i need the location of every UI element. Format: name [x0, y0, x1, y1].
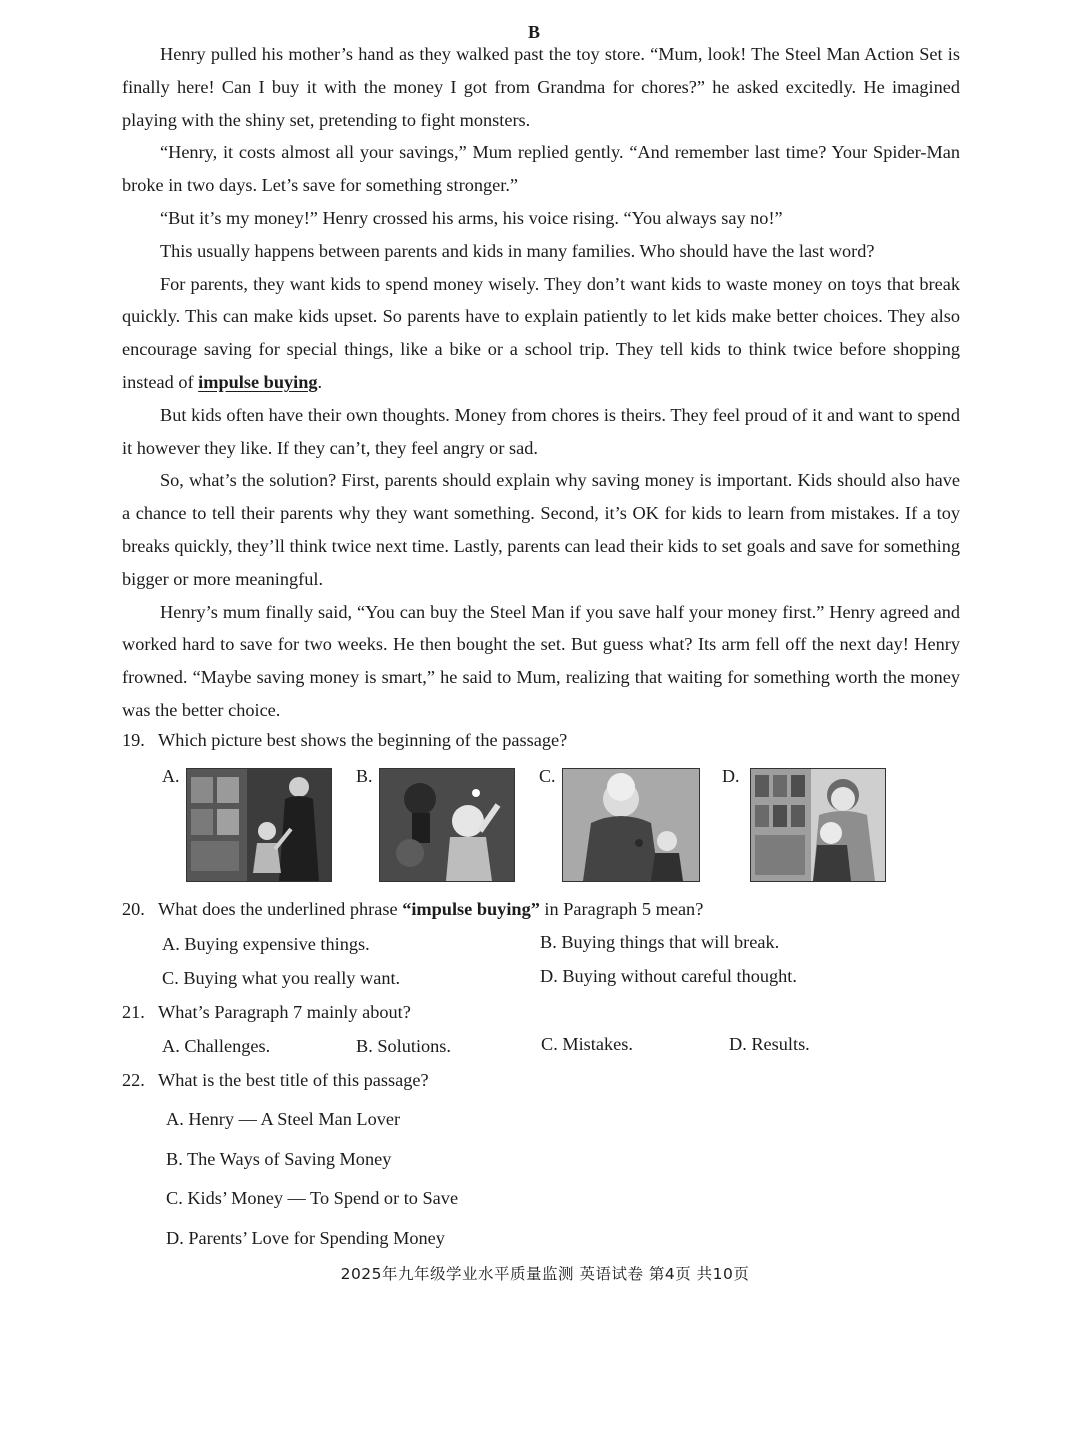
q22-option-b[interactable]: B. The Ways of Saving Money — [166, 1149, 392, 1169]
q22-option-c[interactable]: C. Kids’ Money — To Spend or to Save — [166, 1188, 459, 1208]
paragraph-3: “But it’s my money!” Henry crossed his arms, his voice rising. “You always say no!” — [160, 207, 783, 228]
question-bold-phrase: “impulse buying” — [402, 899, 540, 919]
paragraph-4: This usually happens between parents and kids in many families. Who should have the last word? — [160, 240, 875, 261]
question-number: 20. — [122, 899, 145, 919]
paragraph-5-text: For parents, they want kids to spend money wisely. They don’t want kids to waste money on toys that break quickly. This can make kids upset. So parents have to explain patiently to let kids make better choices. They also encourage saving for special things, like a bike or a school trip. They tell kids to think twice before shopping instead of — [122, 273, 960, 392]
picture-option-d-label[interactable]: D. — [722, 766, 740, 786]
toy-store-scene-image — [187, 769, 331, 881]
q22-option-a[interactable]: A. Henry — A Steel Man Lover — [166, 1109, 401, 1129]
question-22 — [122, 1070, 429, 1091]
question-text: What’s Paragraph 7 mainly about? — [158, 1002, 411, 1022]
paragraph-5-end: . — [317, 371, 323, 392]
q22-option-d[interactable]: D. Parents’ Love for Spending Money — [166, 1228, 445, 1248]
question-21 — [122, 1002, 411, 1023]
question-20 — [122, 899, 703, 920]
question-text: What is the best title of this passage? — [158, 1070, 429, 1090]
paragraph-7: So, what’s the solution? First, parents should explain why saving money is important. Kids should also have a chance to tell their parents why they want something. Second, it’s OK for kids to learn from mistakes. If a toy breaks quickly, they’ll think twice next time. Lastly, parents can lead their kids to set goals and save for something bigger or more meaningful. — [122, 470, 960, 589]
question-text-end: in Paragraph 5 mean? — [539, 899, 704, 919]
q20-option-b[interactable]: B. Buying things that will break. — [540, 932, 780, 952]
picture-option-b[interactable] — [379, 768, 515, 882]
paragraph-1: Henry pulled his mother’s hand as they walked past the toy store. “Mum, look! The Steel Man Action Set is finally here! Can I buy it with the money I got from Grandma for chores?” he asked excitedly. He imagined playing with the shiny set, pretending to fight monsters. — [122, 44, 960, 130]
boy-crying-mother-image — [751, 769, 885, 881]
underlined-phrase: impulse buying — [198, 371, 318, 392]
question-number: 19. — [122, 730, 145, 750]
paragraph-2: “Henry, it costs almost all your savings,” Mum replied gently. “And remember last time? Your Spider-Man broke in two days. Let’s save for something stronger.” — [122, 142, 960, 196]
q20-option-a[interactable]: A. Buying expensive things. — [162, 934, 370, 954]
reading-passage — [122, 38, 960, 727]
picture-option-a-label[interactable]: A. — [162, 766, 180, 786]
paragraph-6: But kids often have their own thoughts. Money from chores is theirs. They feel proud of it and want to spend it however they like. If they can’t, they feel angry or sad. — [122, 404, 960, 458]
q21-option-b[interactable]: B. Solutions. — [356, 1036, 451, 1056]
picture-option-c[interactable] — [562, 768, 700, 882]
picture-option-a[interactable] — [186, 768, 332, 882]
boy-playing-robot-image — [380, 769, 514, 881]
question-number: 22. — [122, 1070, 145, 1090]
q21-option-d[interactable]: D. Results. — [729, 1034, 810, 1054]
section-heading: B — [527, 22, 540, 42]
picture-option-c-label[interactable]: C. — [539, 766, 556, 786]
q20-option-c[interactable]: C. Buying what you really want. — [162, 968, 401, 988]
question-number: 21. — [122, 1002, 145, 1022]
picture-option-b-label[interactable]: B. — [356, 766, 373, 786]
question-19 — [122, 730, 567, 751]
question-text: Which picture best shows the beginning of the passage? — [158, 730, 568, 750]
page-footer: 2025年九年级学业水平质量监测 英语试卷 第4页 共10页 — [340, 1265, 750, 1283]
question-text: What does the underlined phrase — [158, 899, 403, 919]
grandmother-and-boy-image — [563, 769, 699, 881]
paragraph-8: Henry’s mum finally said, “You can buy the Steel Man if you save half your money first.” Henry agreed and worked hard to save for two weeks. He then bought the set. But guess what? Its arm fell off the next day! Henry frowned. “Maybe saving money is smart,” he said to Mum, realizing that waiting for something worth the money was the better choice. — [122, 601, 960, 720]
q21-option-c[interactable]: C. Mistakes. — [541, 1034, 633, 1054]
q20-option-d[interactable]: D. Buying without careful thought. — [540, 966, 797, 986]
q21-option-a[interactable]: A. Challenges. — [162, 1036, 271, 1056]
paragraph-5 — [122, 268, 960, 399]
picture-option-d[interactable] — [750, 768, 886, 882]
